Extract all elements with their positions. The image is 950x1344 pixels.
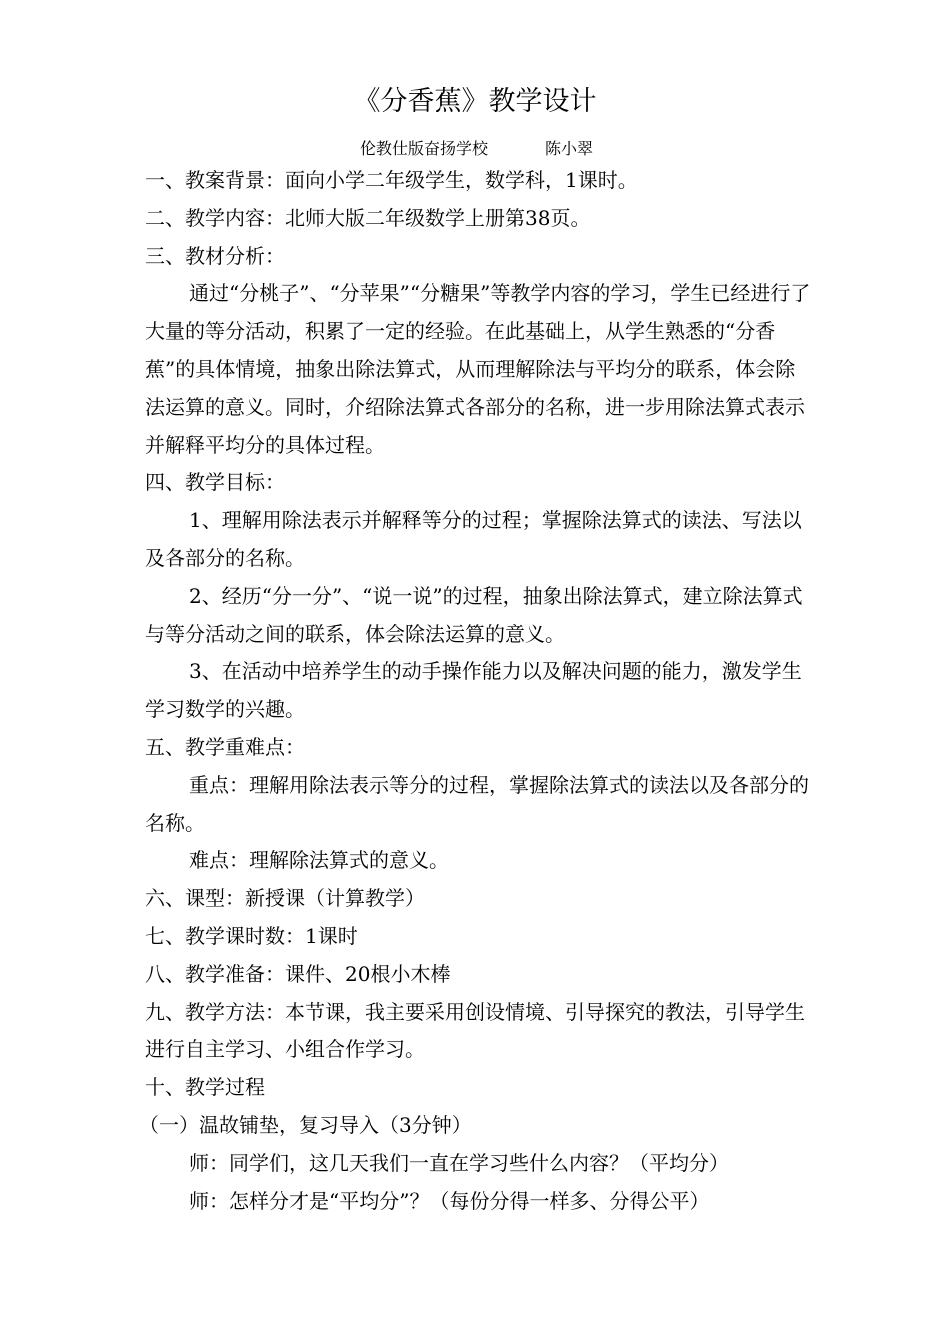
section-heading: 一、教案背景：面向小学二年级学生，数学科，1课时。 (145, 168, 638, 192)
section-heading: 六、课型：新授课（计算教学） (145, 886, 425, 911)
section-heading: 十、教学过程 (145, 1075, 265, 1100)
section-heading: 三、教材分析： (145, 243, 285, 268)
dialogue-line: 师：同学们，这几天我们一直在学习些什么内容？（平均分） (189, 1150, 729, 1175)
subsection-heading: （一）温故铺垫，复习导入（3分钟） (139, 1112, 472, 1137)
section-heading: 二、教学内容：北师大版二年级数学上册第38页。 (145, 205, 591, 230)
body-paragraph: 通过“分桃子”、“分苹果”“分糖果”等教学内容的学习，学生已经进行了大量的等分活动，积累了一定的经验。在此基础上，从学生熟悉的“分香蕉”的具体情境，抽象出除法算式，从而理解除法与平均分的联系，体会除法运算的意义。同时，介绍除法算式各部分的名称，进一步用除法算式表示并解释平均分的具体过程。 (145, 281, 811, 457)
section-heading: 九、教学方法：本节课，我主要采用创设情境、引导探究的教法，引导学生进行自主学习、小组合作学习。 (145, 999, 805, 1062)
body-paragraph: 2、经历“分一分”、“说一说”的过程，抽象出除法算式，建立除法算式与等分活动之间的联系，体会除法运算的意义。 (145, 583, 803, 646)
section-heading: 五、教学重难点： (145, 734, 305, 759)
section-heading: 四、教学目标： (145, 470, 285, 495)
body-paragraph: 难点：理解除法算式的意义。 (189, 848, 449, 873)
section-heading: 八、教学准备：课件、20根小木棒 (145, 961, 451, 986)
school-name: 伦教仕版奋扬学校 (360, 139, 489, 158)
dialogue-line: 师：怎样分才是“平均分”？（每份分得一样多、分得公平） (189, 1188, 710, 1213)
body-paragraph: 3、在活动中培养学生的动手操作能力以及解决问题的能力，激发学生学习数学的兴趣。 (145, 659, 802, 722)
document-title: 《分香蕉》教学设计 (353, 86, 597, 117)
section-heading: 七、教学课时数：1课时 (145, 923, 358, 948)
author-name: 陈小翠 (545, 139, 594, 158)
body-paragraph: 1、理解用除法表示并解释等分的过程；掌握除法算式的读法、写法以及各部分的名称。 (145, 508, 802, 570)
document-body (139, 162, 813, 1220)
body-paragraph: 重点：理解用除法表示等分的过程，掌握除法算式的读法以及各部分的名称。 (145, 772, 809, 835)
